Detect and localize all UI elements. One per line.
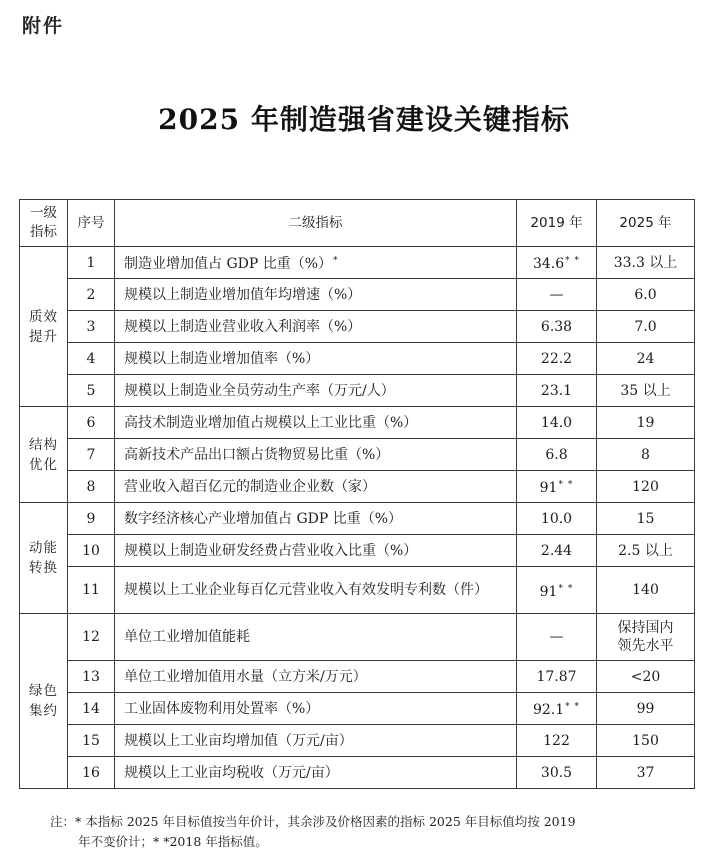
header-level2: 二级指标 (115, 200, 517, 247)
value-2019-cell (517, 343, 597, 375)
value-2019-cell (517, 471, 597, 503)
value-2019-cell (517, 375, 597, 407)
value-2019: 17.87 (536, 668, 577, 685)
indicator-cell (115, 311, 517, 343)
row-number: 6 (68, 407, 115, 439)
indicator-cell (115, 725, 517, 757)
table-body (20, 247, 695, 789)
value-2025-cell (597, 614, 695, 661)
row-number: 13 (68, 661, 115, 693)
table-row (20, 375, 695, 407)
row-number: 1 (68, 247, 115, 279)
table-row (20, 343, 695, 375)
value-2019: 91 (539, 583, 558, 600)
value-2025-cell (597, 503, 695, 535)
indicator-cell (115, 407, 517, 439)
row-number: 10 (68, 535, 115, 567)
indicator-name: 规模以上制造业全员劳动生产率（万元/人） (124, 382, 395, 399)
category-label: 动能 转换 (29, 540, 58, 576)
row-number: 8 (68, 471, 115, 503)
value-2025-cell (597, 535, 695, 567)
table-row (20, 693, 695, 725)
value-2025-cell (597, 725, 695, 757)
value-2025: 33.3 以上 (613, 254, 678, 271)
table-row (20, 407, 695, 439)
table-row (20, 503, 695, 535)
indicator-cell (115, 503, 517, 535)
value-2025: 99 (636, 700, 655, 717)
row-number: 12 (68, 614, 115, 661)
category-cell (20, 407, 68, 503)
indicator-name: 规模以上制造业增加值率（%） (124, 350, 320, 367)
value-2019-cell (517, 661, 597, 693)
indicator-cell (115, 535, 517, 567)
row-number: 3 (68, 311, 115, 343)
table-row (20, 614, 695, 661)
row-number: 2 (68, 279, 115, 311)
value-2019: 34.6 (532, 256, 565, 272)
value-2019-footnote-mark: * * (558, 480, 574, 490)
indicator-cell (115, 471, 517, 503)
table-row (20, 471, 695, 503)
indicator-footnote-mark: * (333, 256, 339, 266)
indicator-name: 高新技术产品出口额占货物贸易比重（%） (124, 446, 390, 463)
indicator-cell (115, 661, 517, 693)
row-number: 15 (68, 725, 115, 757)
indicator-name: 高技术制造业增加值占规模以上工业比重（%） (124, 414, 418, 431)
footnote-line-1: 注：* 本指标 2025 年目标值按当年价计，其余涉及价格因素的指标 2025 年目标值均按 2019 (50, 814, 576, 829)
indicator-name: 数字经济核心产业增加值占 GDP 比重（%） (124, 510, 403, 527)
header-2025: 2025 年 (597, 200, 695, 247)
value-2019: 10.0 (540, 510, 573, 527)
table-row (20, 247, 695, 279)
value-2025: 120 (632, 478, 659, 495)
table-row (20, 757, 695, 789)
indicator-cell (115, 439, 517, 471)
value-2025-cell (597, 375, 695, 407)
value-2025-cell (597, 407, 695, 439)
value-2019-cell (517, 279, 597, 311)
indicator-name: 规模以上工业亩均增加值（万元/亩） (124, 732, 353, 749)
value-2019-cell (517, 311, 597, 343)
footnote-line-2: 年不变价计；* *2018 年指标值。 (78, 834, 268, 849)
value-2025: 15 (636, 510, 655, 527)
value-2025: 150 (632, 732, 659, 749)
value-2019: — (549, 286, 564, 303)
value-2019-cell (517, 503, 597, 535)
indicator-name: 规模以上工业企业每百亿元营业收入有效发明专利数（件） (124, 582, 488, 598)
row-number: 9 (68, 503, 115, 535)
category-label: 绿色 集约 (29, 683, 58, 719)
table-row (20, 439, 695, 471)
value-2025-cell (597, 757, 695, 789)
value-2019: 14.0 (540, 414, 573, 431)
value-2019-footnote-mark: * * (558, 583, 574, 594)
indicator-cell (115, 614, 517, 661)
category-label: 质效 提升 (29, 308, 58, 345)
value-2019-footnote-mark: * * (565, 702, 581, 712)
indicator-name: 规模以上制造业增加值年均增速（%） (124, 286, 362, 303)
table-row (20, 567, 695, 614)
value-2019: 6.38 (540, 318, 573, 335)
indicator-cell (115, 375, 517, 407)
value-2025-cell (597, 567, 695, 614)
value-2025: 35 以上 (620, 382, 671, 399)
header-2019: 2019 年 (517, 200, 597, 247)
indicator-cell (115, 279, 517, 311)
value-2019: 30.5 (540, 764, 573, 781)
value-2025-cell (597, 247, 695, 279)
indicator-name: 单位工业增加值能耗 (124, 629, 250, 645)
value-2019-cell (517, 614, 597, 661)
table-row (20, 279, 695, 311)
table-row (20, 311, 695, 343)
value-2025: 保持国内 领先水平 (617, 620, 674, 654)
category-cell (20, 503, 68, 614)
value-2019-cell (517, 247, 597, 279)
value-2019-cell (517, 535, 597, 567)
value-2019: 122 (543, 732, 570, 749)
value-2025-cell (597, 661, 695, 693)
row-number: 16 (68, 757, 115, 789)
value-2019: — (549, 629, 564, 645)
value-2025-cell (597, 311, 695, 343)
value-2019: 91 (539, 480, 558, 496)
value-2019-cell (517, 757, 597, 789)
indicator-name: 工业固体废物利用处置率（%） (124, 700, 320, 717)
page-title: 2025 年制造强省建设关键指标 (158, 103, 570, 136)
indicator-cell (115, 343, 517, 375)
value-2025: 6.0 (634, 286, 657, 303)
row-number: 14 (68, 693, 115, 725)
value-2019: 22.2 (540, 350, 573, 367)
footnote (50, 812, 700, 852)
value-2025-cell (597, 439, 695, 471)
table-header-row (20, 200, 695, 247)
value-2025-cell (597, 343, 695, 375)
value-2019-cell (517, 567, 597, 614)
value-2025-cell (597, 471, 695, 503)
indicator-name: 单位工业增加值用水量（立方米/万元） (124, 668, 367, 685)
indicator-cell (115, 693, 517, 725)
row-number: 7 (68, 439, 115, 471)
value-2019-cell (517, 407, 597, 439)
table-row (20, 661, 695, 693)
row-number: 11 (68, 567, 115, 614)
value-2025: 24 (636, 350, 655, 367)
value-2019-cell (517, 439, 597, 471)
indicator-name: 规模以上工业亩均税收（万元/亩） (124, 764, 339, 781)
value-2025: 140 (632, 582, 659, 598)
value-2025: 8 (641, 446, 650, 463)
value-2025-cell (597, 693, 695, 725)
indicator-table (19, 199, 695, 789)
header-level1: 一级 指标 (20, 200, 68, 247)
indicator-name: 营业收入超百亿元的制造业企业数（家） (124, 478, 376, 495)
value-2025: 37 (636, 764, 655, 781)
indicator-name: 制造业增加值占 GDP 比重（%） (124, 256, 333, 272)
value-2019-footnote-mark: * * (565, 256, 581, 266)
indicator-cell (115, 567, 517, 614)
category-cell (20, 614, 68, 789)
table-row (20, 535, 695, 567)
value-2025: 19 (636, 414, 655, 431)
attachment-label: 附件 (22, 15, 65, 37)
value-2019: 92.1 (532, 702, 565, 718)
indicator-cell (115, 247, 517, 279)
value-2019-cell (517, 693, 597, 725)
indicator-name: 规模以上制造业营业收入利润率（%） (124, 318, 362, 335)
category-label: 结构 优化 (29, 436, 58, 473)
indicator-name: 规模以上制造业研发经费占营业收入比重（%） (124, 542, 418, 559)
value-2025: 2.5 以上 (618, 542, 673, 559)
header-seq: 序号 (68, 200, 115, 247)
category-cell (20, 247, 68, 407)
value-2019: 6.8 (545, 446, 568, 463)
value-2025-cell (597, 279, 695, 311)
indicator-cell (115, 757, 517, 789)
value-2025: <20 (630, 668, 661, 685)
value-2019: 23.1 (540, 382, 573, 399)
value-2019: 2.44 (540, 542, 573, 559)
row-number: 5 (68, 375, 115, 407)
row-number: 4 (68, 343, 115, 375)
value-2025: 7.0 (634, 318, 657, 335)
table-row (20, 725, 695, 757)
value-2019-cell (517, 725, 597, 757)
